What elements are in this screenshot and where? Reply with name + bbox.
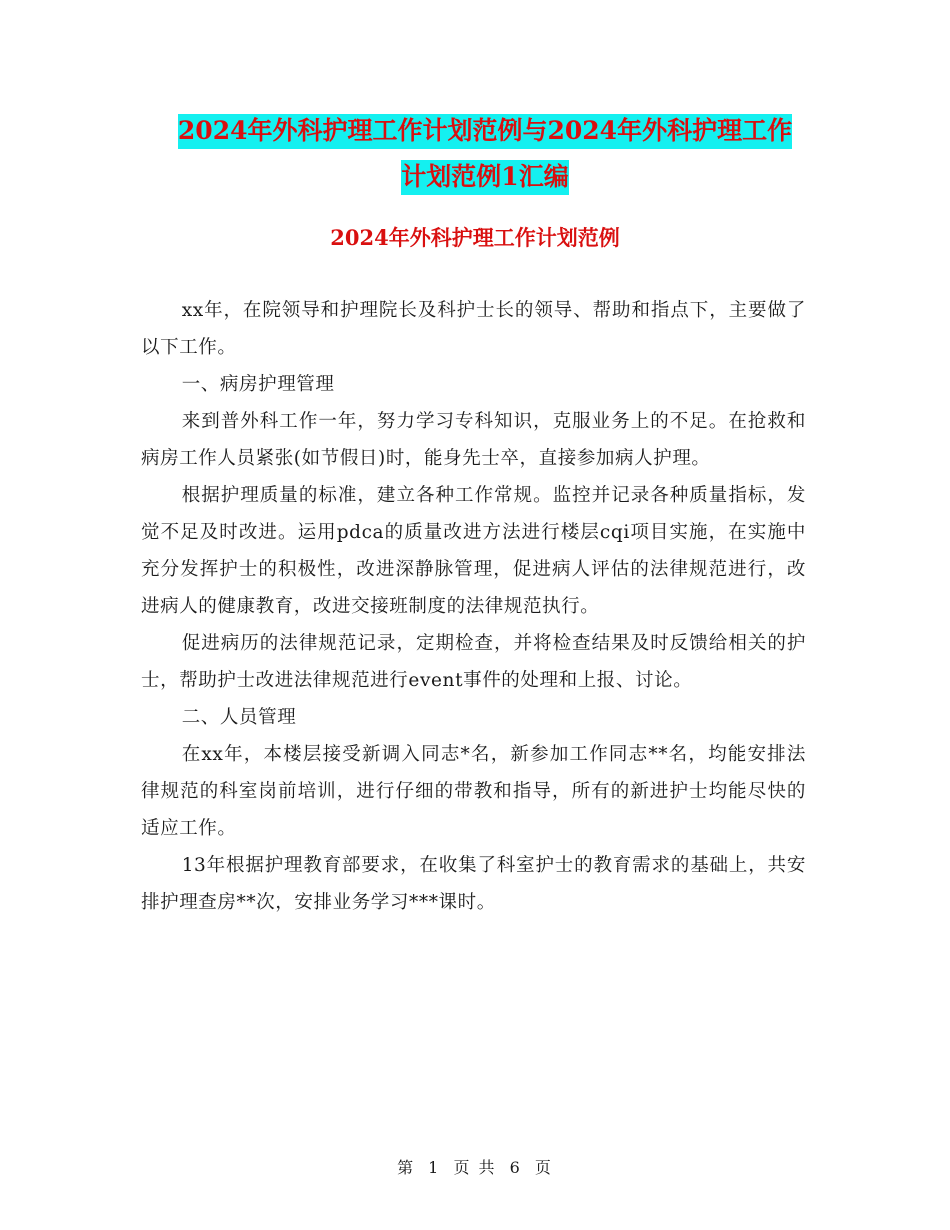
footer-suffix: 页 (534, 1158, 553, 1177)
paragraph: 13年根据护理教育部要求，在收集了科室护士的教育需求的基础上，共安排护理查房**次，安排业务学习***课时。 (141, 855, 806, 913)
section-heading: 2024年外科护理工作计划范例 (330, 225, 620, 250)
paragraph: 根据护理质量的标准，建立各种工作常规。监控并记录各种质量指标，发觉不足及时改进。运用pdca的质量改进方法进行楼层cqi项目实施，在实施中充分发挥护士的积极性，改进深静脉管理，促进病人评估的法律规范进行，改进病人的健康教育，改进交接班制度的法律规范执行。 (141, 485, 806, 617)
subheading: 二、人员管理 (181, 707, 297, 728)
document-title-line-2: 计划范例1汇编 (401, 160, 568, 195)
subheading: 一、病房护理管理 (181, 374, 335, 395)
footer-page-number: 1 (428, 1158, 441, 1177)
document-title (140, 108, 830, 200)
paragraph: 在xx年，本楼层接受新调入同志*名，新参加工作同志**名，均能安排法律规范的科室岗前培训，进行仔细的带教和指导，所有的新进护士均能尽快的适应工作。 (141, 744, 806, 839)
paragraph: 促进病历的法律规范记录，定期检查，并将检查结果及时反馈给相关的护士，帮助护士改进法律规范进行event事件的处理和上报、讨论。 (141, 633, 806, 691)
footer-total-pages: 6 (509, 1158, 522, 1177)
paragraph: 来到普外科工作一年，努力学习专科知识，克服业务上的不足。在抢救和病房工作人员紧张(如节假日)时，能身先士卒，直接参加病人护理。 (141, 411, 806, 469)
page-footer (0, 1155, 950, 1178)
footer-middle: 页 共 (453, 1158, 497, 1177)
footer-prefix: 第 (397, 1158, 416, 1177)
paragraph: xx年，在院领导和护理院长及科护士长的领导、帮助和指点下，主要做了以下工作。 (141, 300, 806, 358)
document-title-line-1: 2024年外科护理工作计划范例与2024年外科护理工作 (178, 114, 792, 149)
document-body (141, 292, 806, 921)
